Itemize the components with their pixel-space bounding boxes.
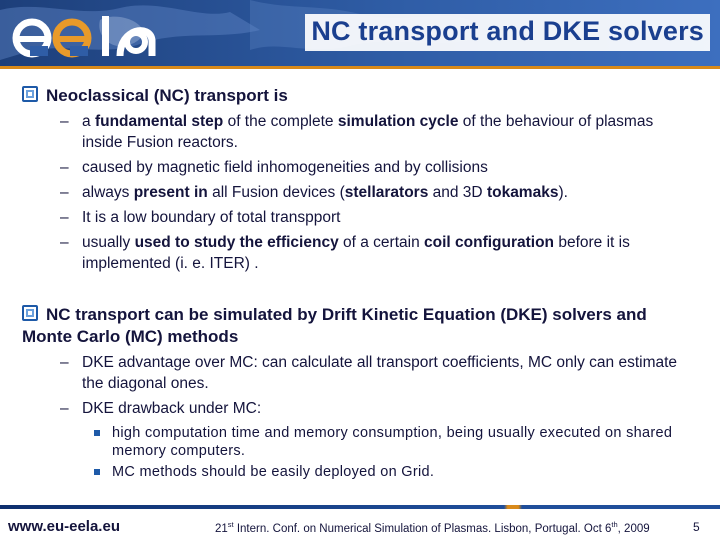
footer-conference: 21st Intern. Conf. on Numerical Simulation of Plasmas. Lisbon, Portugal. Oct 6th, 2009: [215, 520, 650, 535]
dash-bullet-icon: –: [60, 159, 69, 176]
header-divider: [0, 66, 720, 69]
footer-url: www.eu-eela.eu: [8, 518, 120, 535]
page-number: 5: [693, 520, 700, 534]
section2-heading: NC transport can be simulated by Drift Kinetic Equation (DKE) solvers and Monte Carlo (MC) methods: [22, 305, 647, 346]
list-item: – DKE advantage over MC: can calculate all transport coefficients, MC only can estimate the diagonal ones.: [60, 354, 678, 392]
list-item: – It is a low boundary of total transpport: [60, 209, 341, 226]
list-item: – always present in all Fusion devices (stellarators and 3D tokamaks).: [60, 184, 568, 201]
list-item: – DKE drawback under MC:: [60, 400, 262, 417]
list-item: – caused by magnetic field inhomogeneities and by collisions: [60, 159, 488, 176]
footer-divider: [0, 505, 720, 509]
dash-bullet-icon: –: [60, 209, 69, 226]
slide-title: NC transport and DKE solvers: [305, 14, 710, 51]
list-item: high computation time and memory consumption, being usually executed on shared memory computers.: [94, 424, 702, 460]
list-item: – a fundamental step of the complete simulation cycle of the behaviour of plasmas inside Fusion reactors.: [60, 113, 654, 151]
dash-bullet-icon: –: [60, 113, 69, 130]
section1-heading: Neoclassical (NC) transport is: [22, 86, 288, 106]
list-item: MC methods should be easily deployed on Grid.: [94, 463, 702, 481]
checkbox-bullet-icon: [22, 86, 38, 102]
dash-bullet-icon: –: [60, 354, 69, 371]
checkbox-bullet-icon: [22, 305, 38, 321]
dash-bullet-icon: –: [60, 184, 69, 201]
list-item: – usually used to study the efficiency of a certain coil configuration before it is implemented (i. e. ITER) .: [60, 234, 630, 272]
dash-bullet-icon: –: [60, 400, 69, 417]
square-bullet-icon: [94, 430, 100, 436]
dash-bullet-icon: –: [60, 234, 69, 251]
slide-header: [0, 0, 720, 66]
square-bullet-icon: [94, 469, 100, 475]
eela-logo: [10, 6, 160, 62]
